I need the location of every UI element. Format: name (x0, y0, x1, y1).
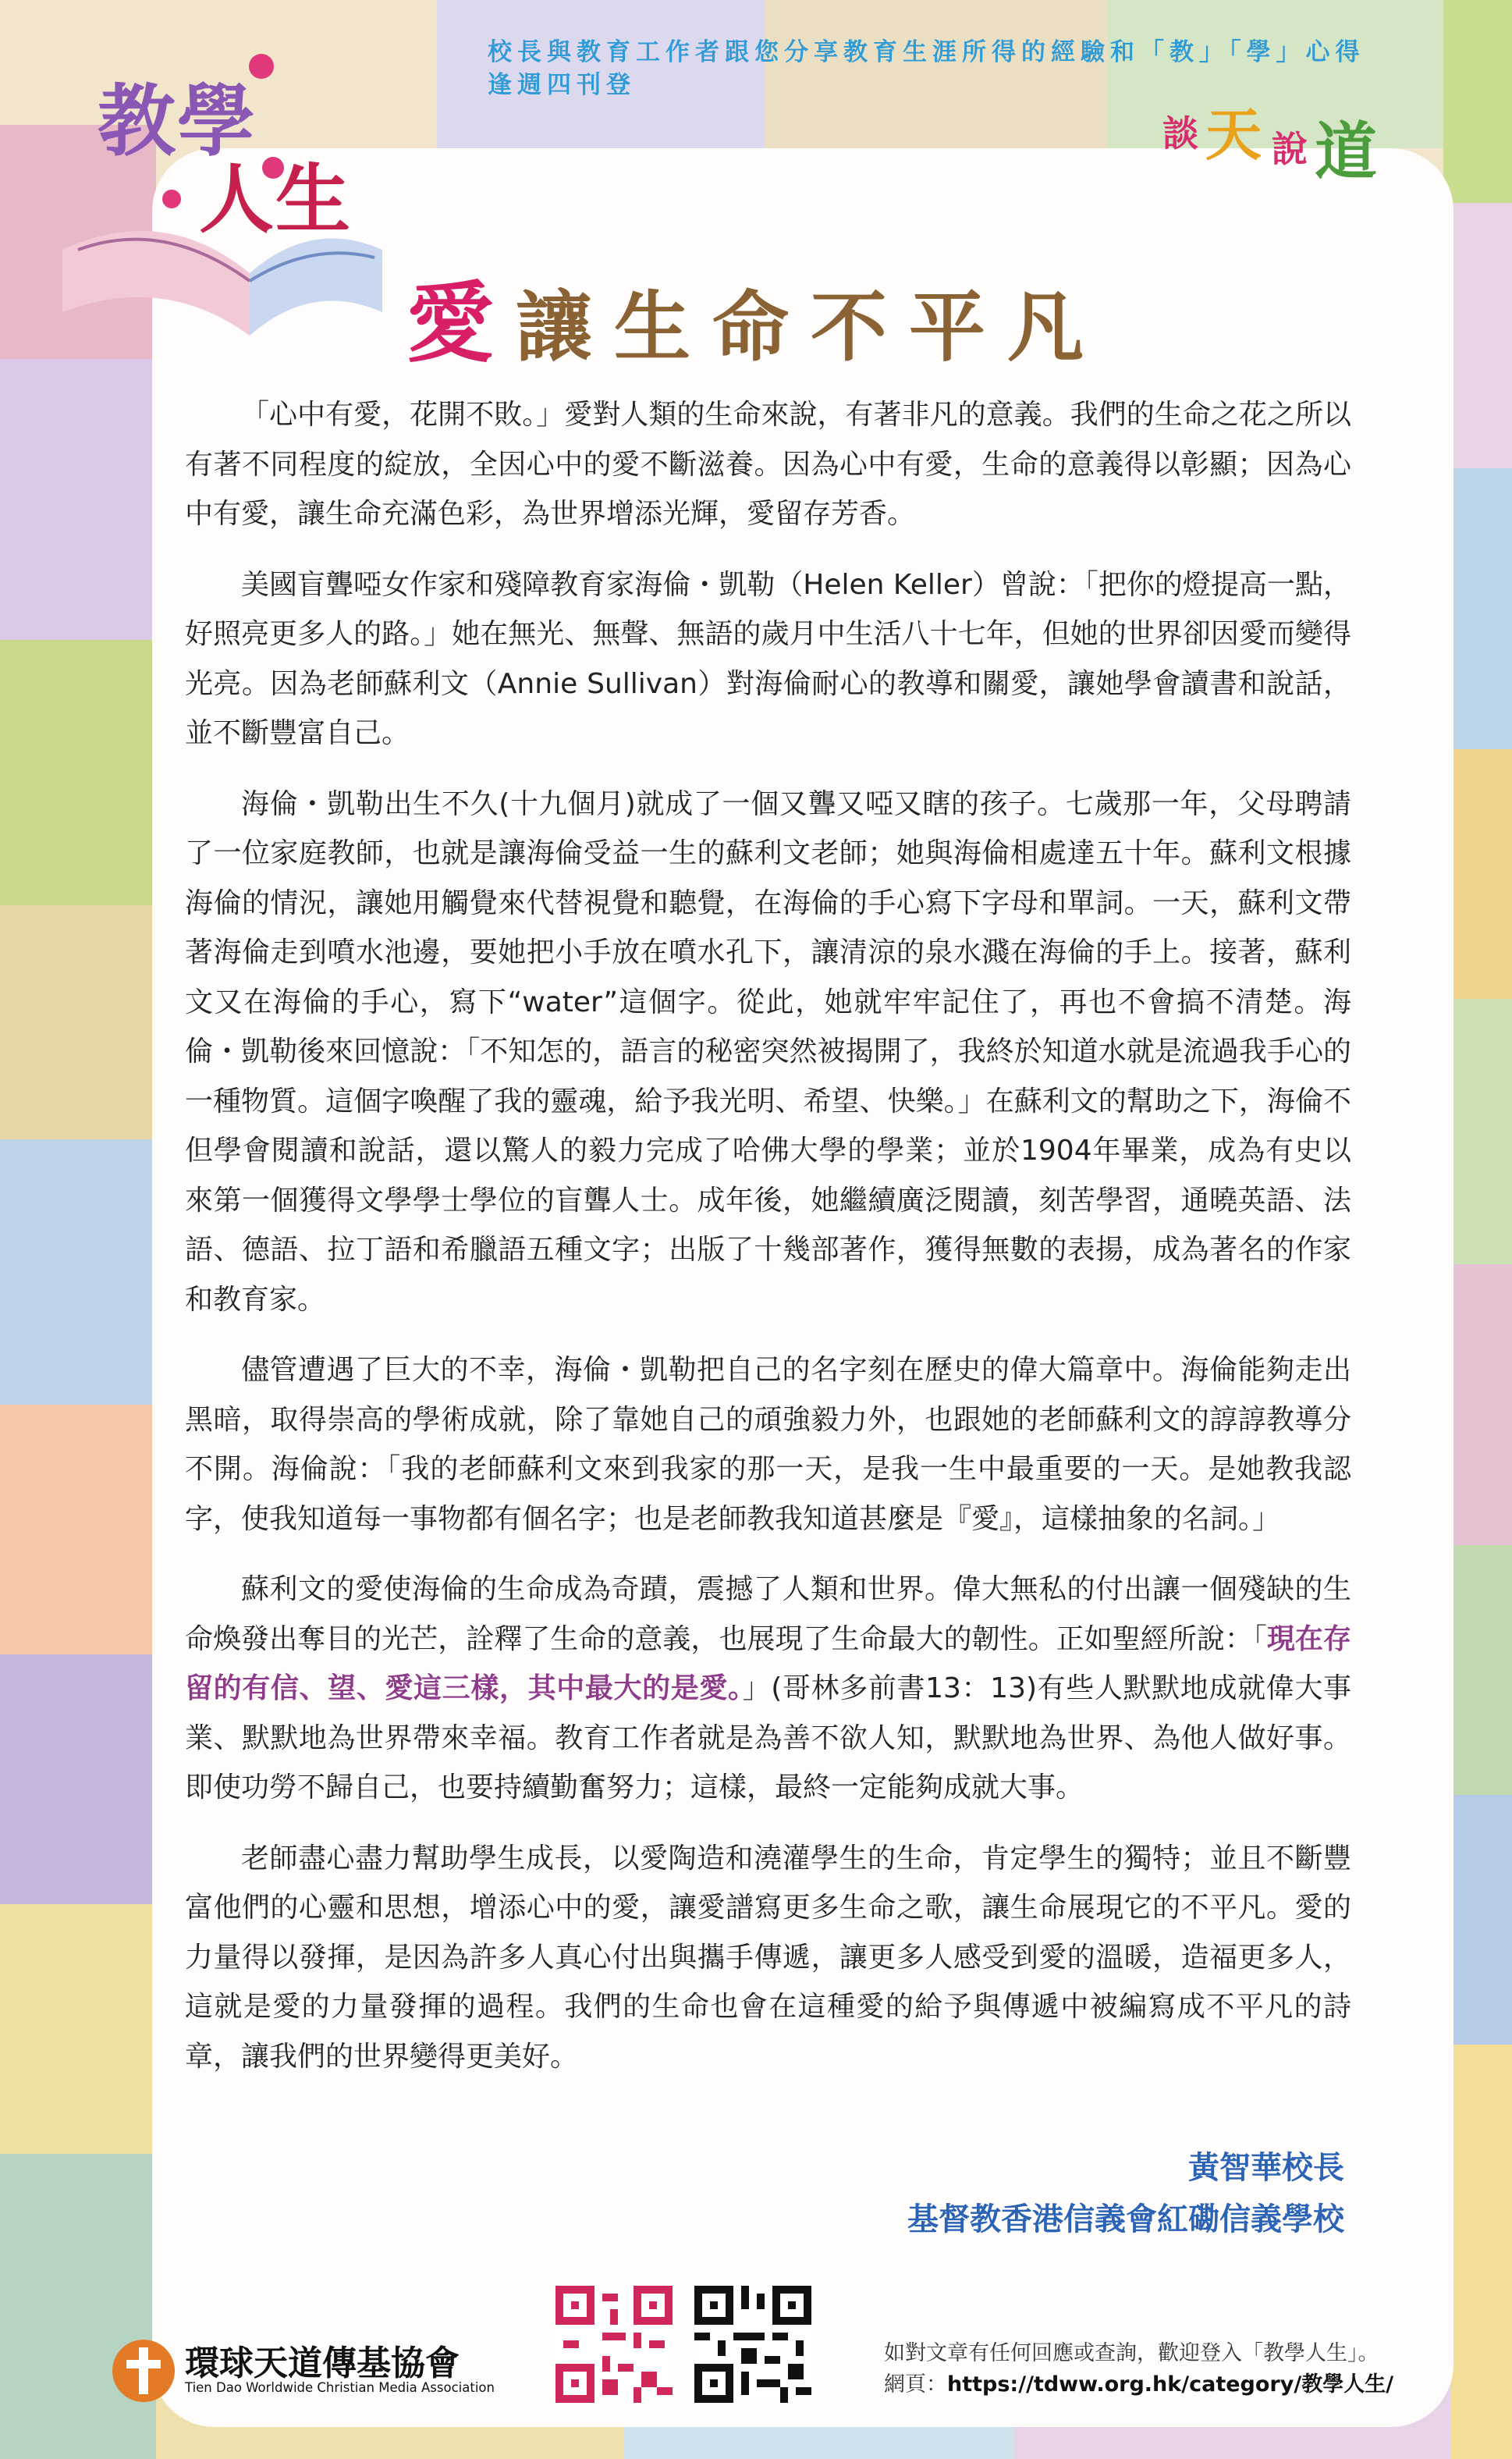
paragraph: 儘管遭遇了巨大的不幸，海倫・凱勒把自己的名字刻在歷史的偉大篇章中。海倫能夠走出黑暗，取得崇高的學術成就，除了靠她自己的頑強毅力外，也跟她的老師蘇利文的諄諄教導分不開。海倫說：「我的老師蘇利文來到我家的那一天，是我一生中最重要的一天。是她教我認字，使我知道每一事物都有個名字；也是老師教我知道甚麼是『愛』，這樣抽象的名詞。」 (185, 1354, 1351, 1535)
header-tagline: 校長與教育工作者跟您分享教育生涯所得的經驗和「教」「學」心得 (488, 38, 1365, 66)
org-logo-icon (109, 2336, 178, 2405)
tiandao-logo-char: 道 (1315, 115, 1377, 188)
signature (907, 2142, 1344, 2245)
contact-info (884, 2338, 1393, 2400)
author-name: 黃智華校長 (1188, 2149, 1344, 2186)
tiandao-logo (1162, 82, 1397, 199)
footer (0, 2287, 1512, 2459)
web-label: 網頁： (884, 2372, 947, 2397)
paragraph: 老師盡心盡力幫助學生成長，以愛陶造和澆灌學生的生命，肯定學生的獨特；並且不斷豐富他們的心靈和思想，增添心中的愛，讓愛譜寫更多生命之歌，讓生命展現它的不平凡。愛的力量得以發揮，是因為許多人真心付出與攜手傳遞，讓更多人感受到愛的溫暖，造福更多人，這就是愛的力量發揮的過程。我們的生命也會在這種愛的給予與傳遞中被編寫成不平凡的詩章，讓我們的世界變得更美好。 (185, 1842, 1351, 2073)
school-name: 基督教香港信義會紅磡信義學校 (907, 2201, 1344, 2237)
paragraph-text: 蘇利文的愛使海倫的生命成為奇蹟，震撼了人類和世界。偉大無私的付出讓一個殘缺的生命煥發出奪目的光芒，詮釋了生命的意義，也展現了生命最大的韌性。正如聖經所說：「 (185, 1573, 1351, 1655)
tiandao-logo-char: 天 (1205, 101, 1262, 168)
column-logo-line1: 教學 (98, 75, 257, 167)
qr-code-icon[interactable] (694, 2286, 811, 2403)
contact-line: 如對文章有任何回應或查詢，歡迎登入「教學人生」。 (884, 2341, 1379, 2365)
bible-quote: 現在存留的有信、望、愛這三樣，其中最大的是愛。 (185, 1622, 1351, 1704)
paragraph: 海倫・凱勒出生不久(十九個月)就成了一個又聾又啞又瞎的孩子。七歲那一年，父母聘請了一位家庭教師，也就是讓海倫受益一生的蘇利文老師；她與海倫相處達五十年。蘇利文根據海倫的情況，讓她用觸覺來代替視覺和聽覺，在海倫的手心寫下字母和單詞。一天，蘇利文帶著海倫走到噴水池邊，要她把小手放在噴水孔下，讓清涼的泉水濺在海倫的手上。接著，蘇利文又在海倫的手心，寫下“water”這個字。從此，她就牢牢記住了，再也不會搞不清楚。海倫・凱勒後來回憶說：「不知怎的，語言的秘密突然被揭開了，我終於知道水就是流過我手心的一種物質。這個字喚醒了我的靈魂，給予我光明、希望、快樂。」在蘇利文的幫助之下，海倫不但學會閱讀和說話，還以驚人的毅力完成了哈佛大學的學業；並於1904年畢業，成為有史以來第一個獲得文學學士學位的盲聾人士。成年後，她繼續廣泛閱讀，刻苦學習，通曉英語、法語、德語、拉丁語和希臘語五種文字；出版了十幾部著作，獲得無數的表揚，成為著名的作家和教育家。 (185, 787, 1351, 1316)
title-rest: 讓生命不平凡 (515, 283, 1106, 372)
paragraph: 美國盲聾啞女作家和殘障教育家海倫・凱勒（Helen Keller）曾說：「把你的燈提高一點，好照亮更多人的路。」她在無光、無聲、無語的歲月中生活八十七年，但她的世界卻因愛而變得光亮。因為老師蘇利文（Annie Sullivan）對海倫耐心的教導和關愛，讓她學會讀書和說話，並不斷豐富自己。 (185, 568, 1351, 749)
web-link[interactable]: https://tdww.org.hk/category/教學人生/ (947, 2372, 1394, 2397)
org-name-en: Tien Dao Worldwide Christian Media Association (185, 2380, 495, 2395)
article-title (0, 254, 1512, 379)
header-schedule: 逢週四刊登 (488, 71, 636, 99)
column-logo-line2: 人生 (199, 155, 352, 243)
org-name: 環球天道傳基協會 (185, 2344, 460, 2383)
title-first-char: 愛 (406, 272, 516, 375)
paragraph-with-quote (185, 1565, 1351, 1813)
tiandao-logo-char: 說 (1272, 128, 1308, 170)
qr-code-icon[interactable] (555, 2286, 673, 2403)
web-line (884, 2369, 1393, 2400)
paragraph: 「心中有愛，花開不敗。」愛對人類的生命來說，有著非凡的意義。我們的生命之花之所以有著不同程度的綻放，全因心中的愛不斷滋養。因為心中有愛，生命的意義得以彰顯；因為心中有愛，讓生命充滿色彩，為世界增添光輝，愛留存芳香。 (185, 399, 1351, 530)
paragraph-text: 」(哥林多前書13：13)有些人默默地成就偉大事業、默默地為世界帶來幸福。教育工作者就是為善不欲人知，默默地為世界、為他人做好事。即使功勞不歸自己，也要持續勤奮努力；這樣，最終一定能夠成就大事。 (185, 1672, 1351, 1803)
article-body (185, 390, 1351, 2102)
tiandao-logo-char: 談 (1162, 112, 1198, 155)
